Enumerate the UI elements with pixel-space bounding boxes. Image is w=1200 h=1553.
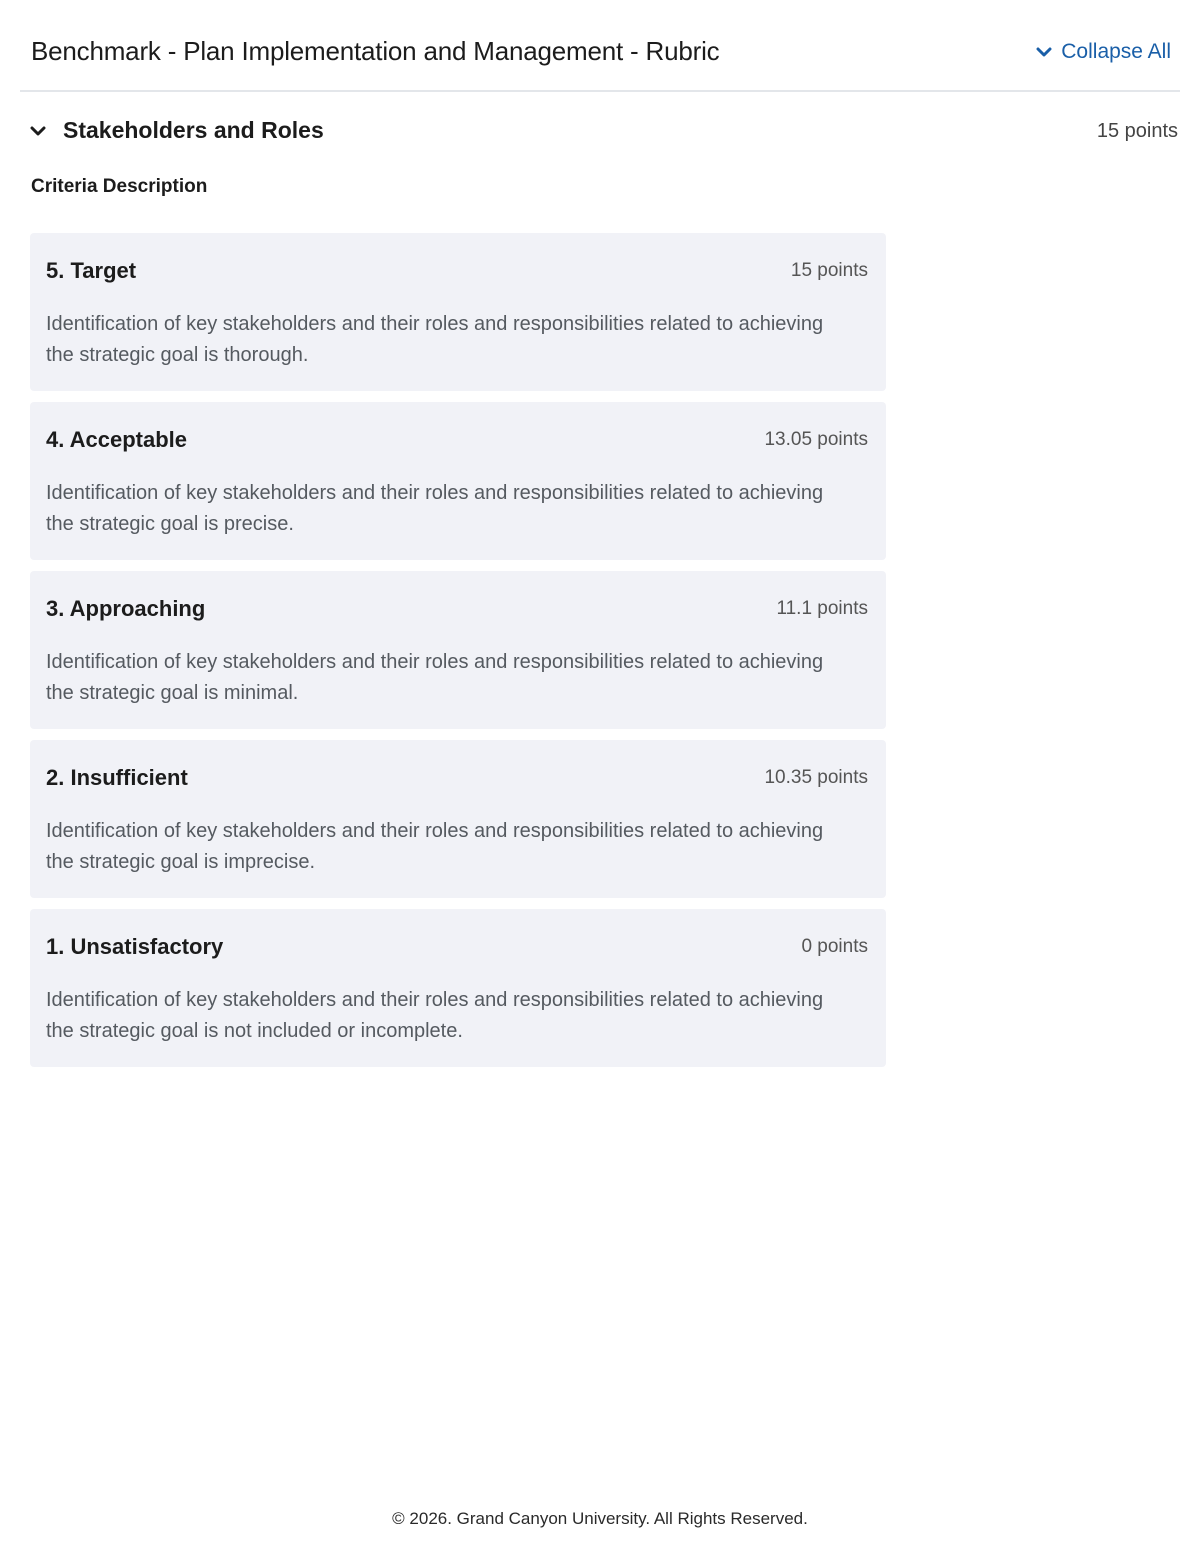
level-points: 11.1 points: [776, 598, 868, 619]
level-description: Identification of key stakeholders and their roles and responsibilities related to achieving the strategic goal is not included or incomplete.: [46, 989, 824, 1042]
level-card-unsatisfactory: [30, 909, 886, 1067]
level-name: 3. Approaching: [46, 596, 206, 621]
footer-copyright: © 2026. Grand Canyon University. All Rights Reserved.: [392, 1509, 808, 1528]
level-points: 13.05 points: [764, 429, 868, 450]
chevron-down-icon[interactable]: [29, 123, 47, 139]
page-header: [20, 0, 1180, 92]
level-description: Identification of key stakeholders and their roles and responsibilities related to achieving the strategic goal is precise.: [46, 482, 824, 535]
level-card-target: [30, 233, 886, 391]
level-name: 4. Acceptable: [46, 427, 188, 452]
level-card-approaching: [30, 571, 886, 729]
criteria-description-label: Criteria Description: [31, 176, 208, 197]
level-description: Identification of key stakeholders and their roles and responsibilities related to achieving the strategic goal is minimal.: [46, 651, 824, 704]
level-name: 1. Unsatisfactory: [46, 934, 224, 959]
collapse-all-label: Collapse All: [1061, 40, 1171, 63]
collapse-all-button[interactable]: [1036, 40, 1171, 64]
criterion-points: 15 points: [1096, 120, 1178, 142]
level-points: 15 points: [790, 260, 868, 281]
level-points: 0 points: [801, 936, 868, 957]
chevron-down-icon: [1036, 46, 1052, 58]
level-name: 2. Insufficient: [46, 765, 188, 790]
level-points: 10.35 points: [764, 767, 868, 788]
level-name: 5. Target: [46, 258, 137, 283]
criterion-header-stakeholders[interactable]: [20, 112, 1180, 152]
level-card-insufficient: [30, 740, 886, 898]
page-title: Benchmark - Plan Implementation and Management - Rubric: [31, 36, 720, 66]
performance-levels: [30, 233, 886, 1078]
level-description: Identification of key stakeholders and their roles and responsibilities related to achieving the strategic goal is imprecise.: [46, 820, 824, 873]
criterion-title: Stakeholders and Roles: [63, 117, 324, 143]
level-description: Identification of key stakeholders and their roles and responsibilities related to achieving the strategic goal is thorough.: [46, 313, 824, 366]
level-card-acceptable: [30, 402, 886, 560]
